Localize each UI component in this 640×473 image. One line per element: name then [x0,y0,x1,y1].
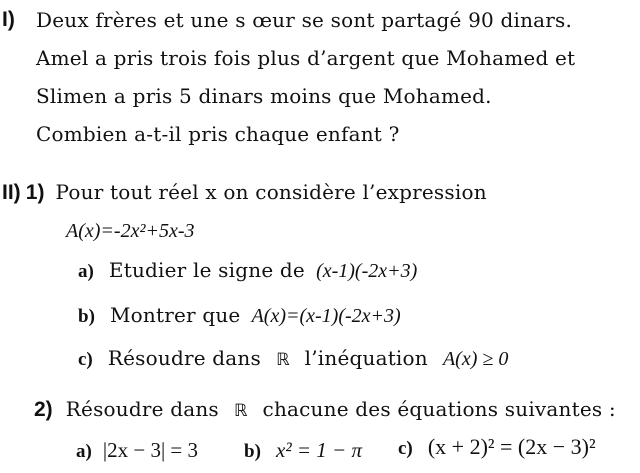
part-1-text: Pour tout réel x on considère l’expression [55,180,487,204]
part-2-number: 2) [34,398,53,421]
exercise-2-header [2,180,487,205]
exercise-1-line-3: Slimen a pris 5 dinars moins que Mohamed. [36,84,492,108]
part-2-c-label: c) [398,438,413,459]
part-2-header [34,397,616,422]
part-2-a-math: |2x − 3| = 3 [102,438,199,462]
part-1-c-label: c) [78,349,93,370]
part-1-b-text: Montrer que [110,303,241,327]
part-1-b-label: b) [78,306,95,327]
part-2-text-2: chacune des équations suivantes : [262,397,616,421]
part-2-c-math: (x + 2)² = (2x − 3)² [427,434,596,459]
part-1-number: 1) [25,181,45,204]
exercise-1-line-1: Deux frères et une s œur se sont partagé 90 dinars. [36,8,573,32]
expression-A: A(x)=-2x²+5x-3 [66,220,195,242]
part-2-b-math: x² = 1 − π [276,438,362,462]
part-2-b [244,438,362,463]
part-1-b [78,303,401,328]
exercise-1-number: I) [2,8,15,31]
exercise-1-line-2: Amel a pris trois fois plus d’argent que Mohamed et [36,46,576,70]
part-2-a [76,438,198,463]
part-2-text-1: Résoudre dans [65,397,219,421]
part-1-a-text: Etudier le signe de [108,258,305,282]
exercise-1-line-4: Combien a-t-il pris chaque enfant ? [36,122,400,146]
part-1-c-text-2: l’inéquation [304,346,428,370]
part-1-c-text-1: Résoudre dans [107,346,261,370]
part-1-a [78,258,417,283]
part-2-a-label: a) [76,441,92,462]
part-2-b-label: b) [244,441,261,462]
part-1-a-label: a) [78,261,94,282]
part-2-c [398,434,596,460]
exercise-1 [2,8,15,32]
part-1-c-math: A(x) ≥ 0 [442,348,509,370]
part-1-a-math: (x-1)(-2x+3) [316,260,418,282]
real-numbers-set-2: ℝ [233,401,248,421]
part-1-b-math: A(x)=(x-1)(-2x+3) [251,305,401,327]
real-numbers-set: ℝ [276,350,290,370]
exercise-2-number: II) [2,181,21,204]
part-1-c [78,346,508,371]
